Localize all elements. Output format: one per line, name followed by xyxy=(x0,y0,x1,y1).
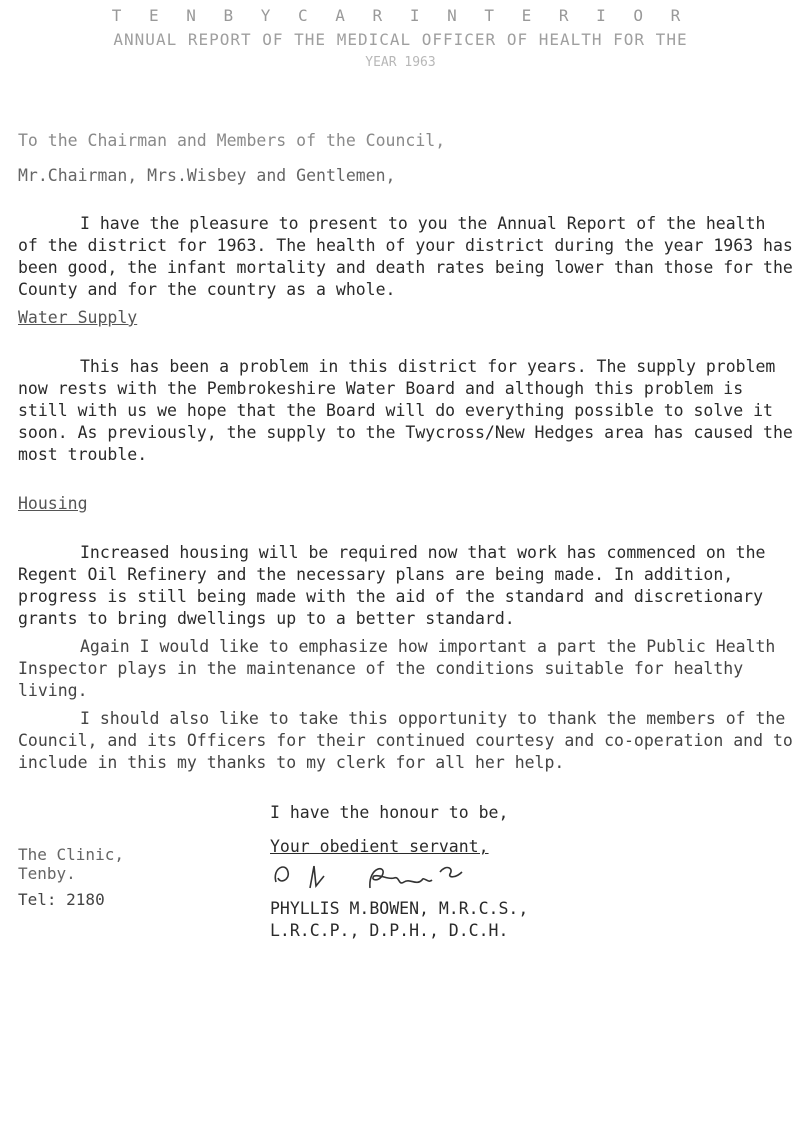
section-heading-housing: Housing xyxy=(18,494,88,513)
salutation-greeting: Mr.Chairman, Mrs.Wisbey and Gentlemen, xyxy=(18,166,396,185)
housing-paragraph-2 xyxy=(18,636,793,702)
housing-text-2: Again I would like to emphasize how important a part the Public Health Inspector plays in the maintenance of the conditions suitable for healthy living. xyxy=(18,637,776,700)
header-title: T E N B Y C A R I N T E R I O R xyxy=(111,6,690,25)
closing-servant xyxy=(270,836,489,858)
address-block xyxy=(18,845,124,883)
water-paragraph xyxy=(18,356,793,466)
intro-text: I have the pleasure to present to you the Annual Report of the health of the district for 1963. The health of your district during the year 1963 has been good, the infant mortality and death rates being lower than those for the County and for the country as a whole. xyxy=(18,214,793,299)
housing-paragraph-3 xyxy=(18,708,793,774)
signer-qualifications: L.R.C.P., D.P.H., D.C.H. xyxy=(270,921,509,940)
handwritten-signature xyxy=(270,858,520,894)
housing-text-3: I should also like to take this opportunity to thank the members of the Council, and its Officers for their continued courtesy and co-operation and to include in this my thanks to my clerk for all her help. xyxy=(18,709,793,772)
address-town: Tenby. xyxy=(18,864,76,883)
housing-text-1: Increased housing will be required now that work has commenced on the Regent Oil Refinery and the necessary plans are being made. In addition, progress is still being made with the aid of the standard and discretionary grants to bring dwellings up to a better standard. xyxy=(18,543,766,628)
housing-paragraph-1 xyxy=(18,542,793,630)
header-year: YEAR 1963 xyxy=(365,55,436,70)
header-subtitle: ANNUAL REPORT OF THE MEDICAL OFFICER OF HEALTH FOR THE xyxy=(113,30,688,49)
intro-paragraph xyxy=(18,213,793,301)
address-clinic: The Clinic, xyxy=(18,845,124,864)
address-telephone: Tel: 2180 xyxy=(18,890,105,909)
water-text: This has been a problem in this district for years. The supply problem now rests with the Pembrokeshire Water Board and although this problem is still with us we hope that the Board will do everything possible to solve it soon. As previously, the supply to the Twycross/New Hedges area has caused the most trouble. xyxy=(18,357,793,464)
signer-block xyxy=(270,898,528,942)
closing-servant-text: Your obedient servant, xyxy=(270,837,489,856)
signer-name: PHYLLIS M.BOWEN, M.R.C.S., xyxy=(270,899,529,918)
salutation-addressee: To the Chairman and Members of the Council, xyxy=(18,131,446,150)
section-heading-water: Water Supply xyxy=(18,308,138,327)
closing-honour: I have the honour to be, xyxy=(270,803,509,822)
